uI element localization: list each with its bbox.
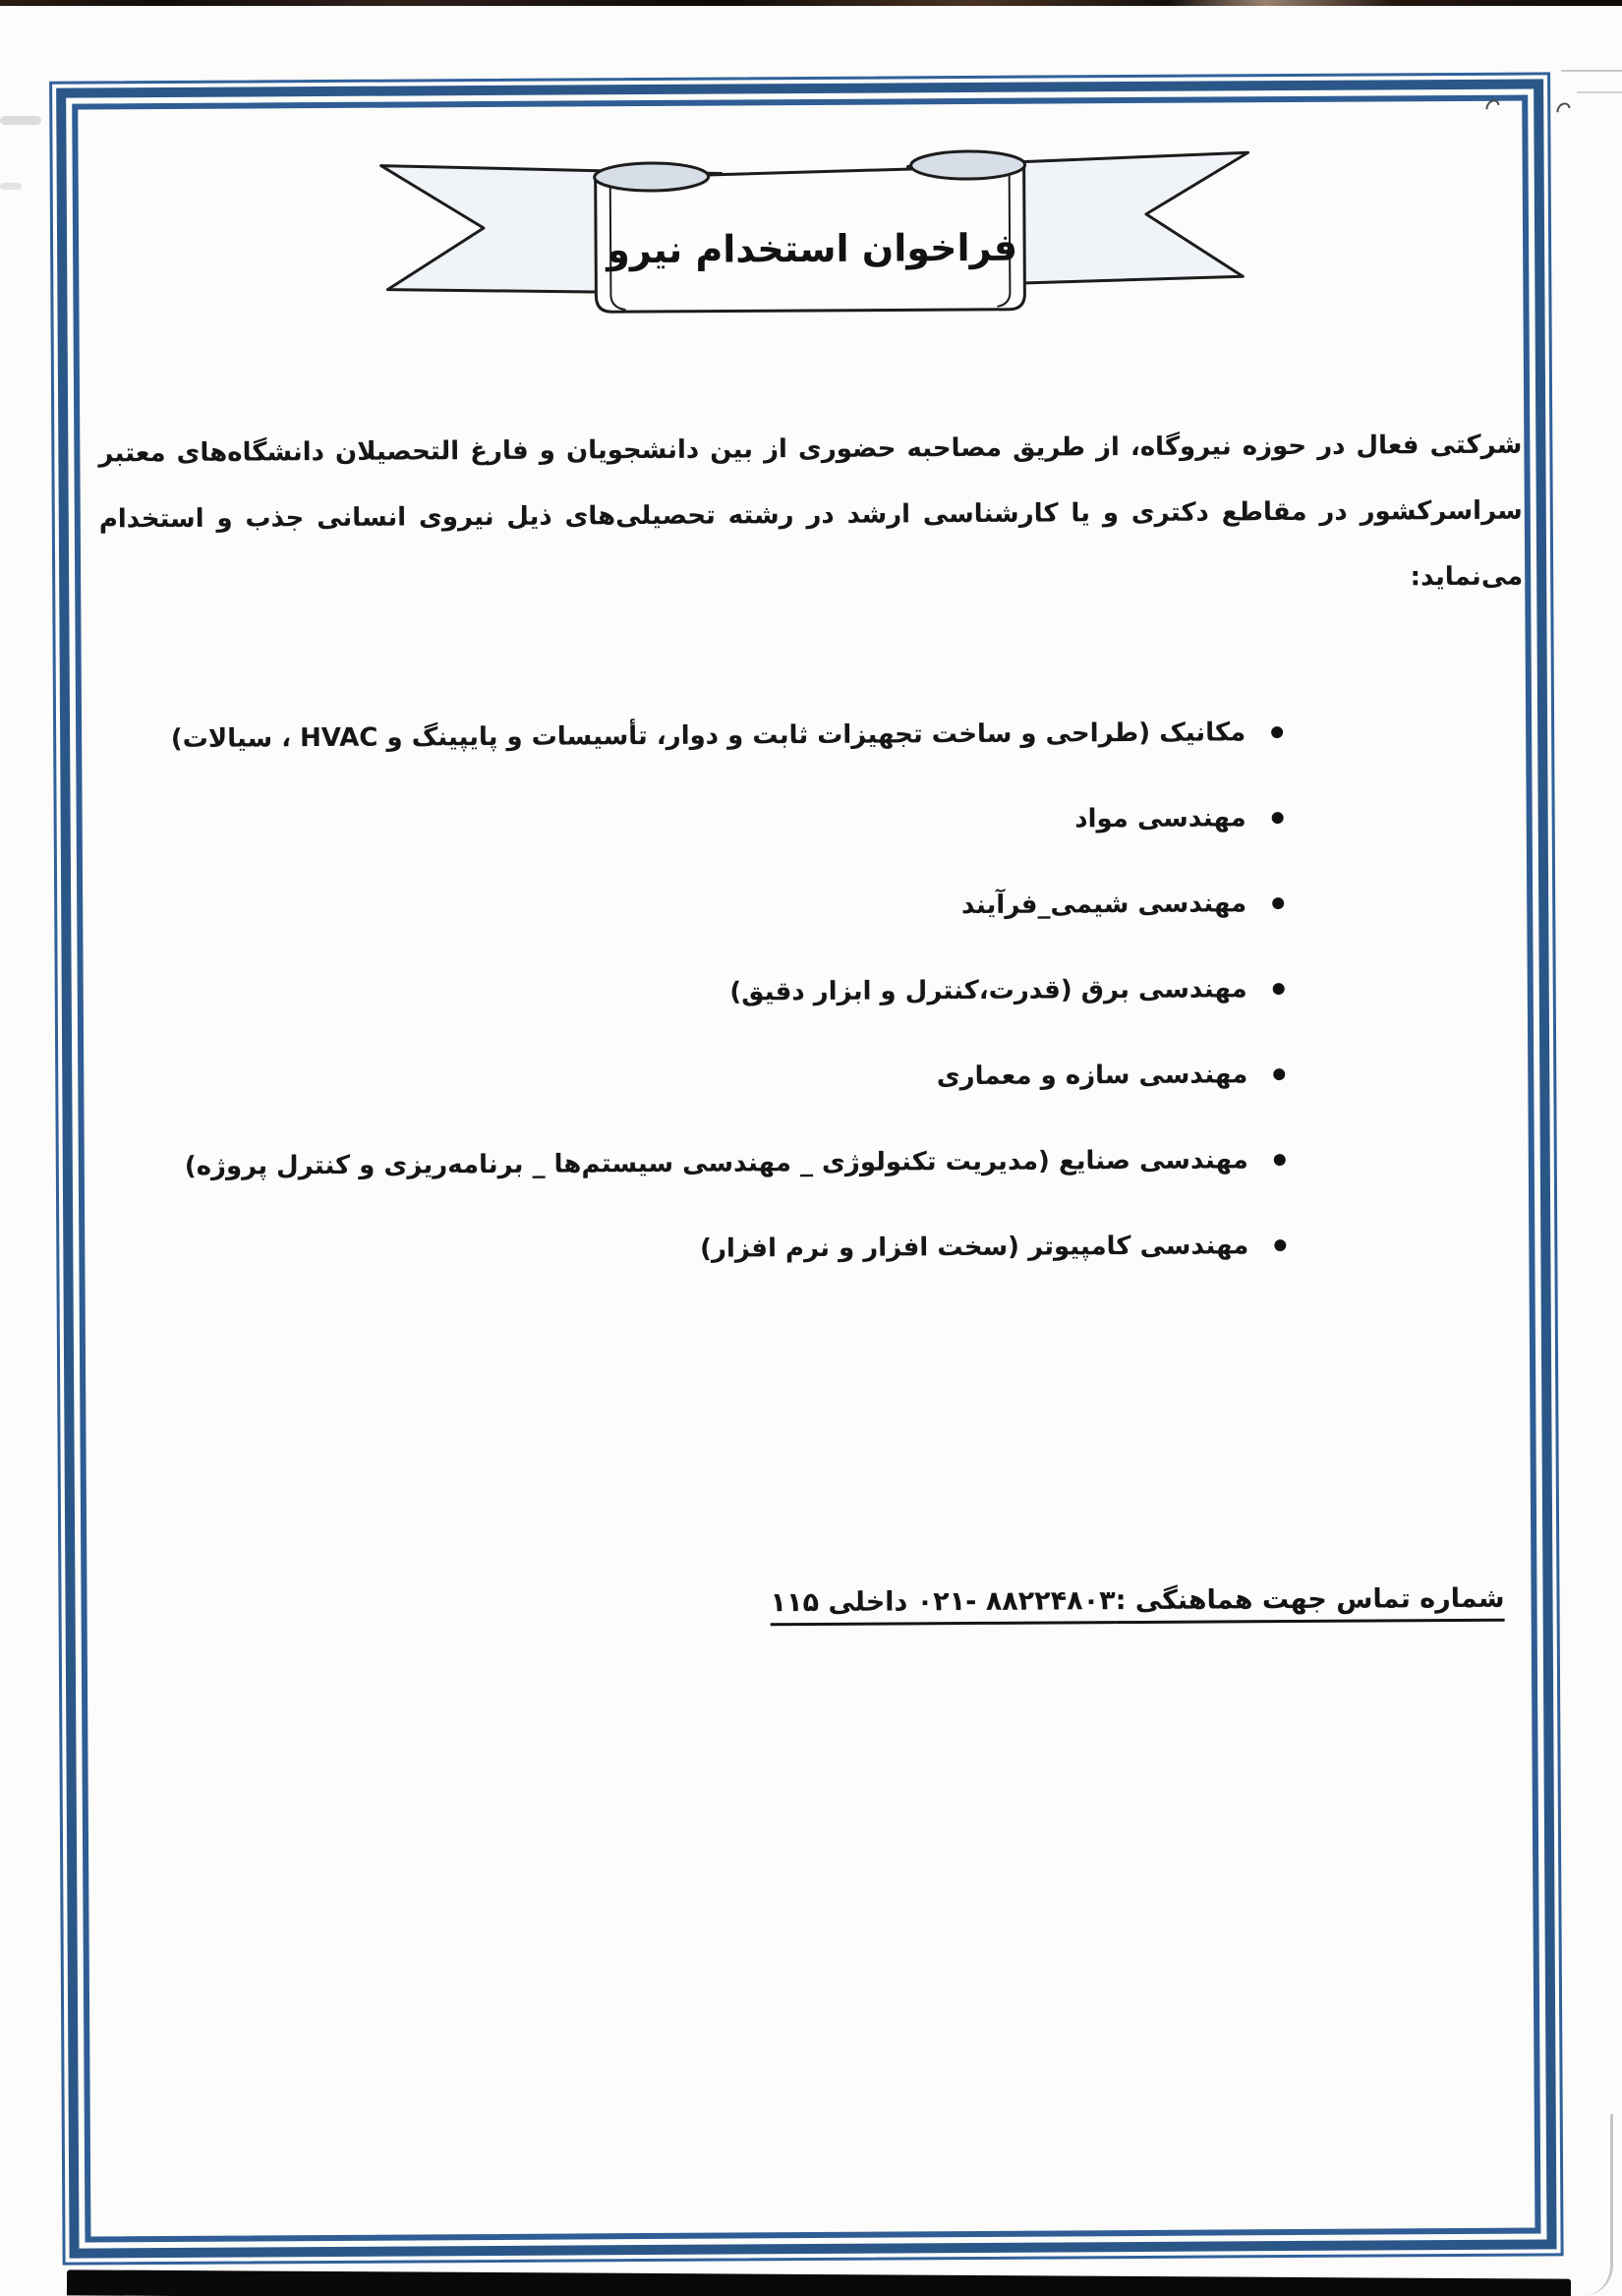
bullet-dot-icon xyxy=(1272,812,1284,824)
list-item-label: مکانیک (طراحی و ساخت تجهیزات ثابت و دوار، تأسیسات و پایپینگ و HVAC ، سیالات) xyxy=(170,717,1246,754)
ribbon-banner-graphic xyxy=(368,144,1263,322)
bullet-dot-icon xyxy=(1273,1068,1285,1080)
list-item-label: مهندسی مواد xyxy=(1074,802,1246,833)
intro-line-3: می‌نماید: xyxy=(1410,561,1524,593)
bullet-dot-icon xyxy=(1273,983,1285,995)
list-item-label: مهندسی سازه و معماری xyxy=(936,1059,1248,1091)
scan-smudge xyxy=(0,183,22,190)
list-item-label: مهندسی صنایع (مدیریت تکنولوژی _ مهندسی سیستم‌ها _ برنامه‌ریزی و کنترل پروژه) xyxy=(184,1144,1248,1181)
list-item-mechanical xyxy=(145,689,1284,781)
intro-line-2: سراسرکشور در مقاطع دکتری و یا کارشناسی ارشد در رشته تحصیلی‌های ذیل نیروی انسانی جذب و استخدام xyxy=(98,495,1523,535)
bullet-dot-icon xyxy=(1274,1154,1286,1166)
list-item-industrial xyxy=(147,1117,1287,1209)
list-item-label: مهندسی کامپیوتر (سخت افزار و نرم افزار) xyxy=(699,1230,1249,1264)
bullet-dot-icon xyxy=(1274,1239,1286,1251)
list-item-label: مهندسی شیمی_فرآیند xyxy=(960,888,1247,920)
scan-artifact-line xyxy=(1577,91,1622,93)
scroll-roll-left xyxy=(595,163,709,192)
list-item-computer xyxy=(147,1202,1287,1294)
scroll-roll-right xyxy=(911,151,1025,180)
list-item-structural-architecture xyxy=(146,1031,1286,1123)
intro-line-1: شرکتی فعال در حوزه نیروگاه، از طریق مصاحبه حضوری از بین دانشجویان و فارغ التحصیلان دانشگاه‌های معتبر xyxy=(98,430,1523,469)
scan-smudge xyxy=(0,116,41,125)
paper-edge-shadow xyxy=(1583,2114,1613,2296)
ribbon-banner xyxy=(368,144,1263,322)
bullet-dot-icon xyxy=(1271,726,1283,738)
intro-paragraph xyxy=(98,413,1523,619)
list-item-label: مهندسی برق (قدرت،کنترل و ابزار دقیق) xyxy=(729,973,1247,1007)
majors-list xyxy=(145,689,1287,1294)
banner-title: فراخوان استخدام نیرو xyxy=(607,225,1018,272)
list-item-electrical xyxy=(145,946,1285,1038)
scan-artifact-line xyxy=(1561,70,1622,72)
bullet-dot-icon xyxy=(1272,897,1284,909)
list-item-chemical-process xyxy=(145,860,1285,952)
contact-line: شماره تماس جهت هماهنگی :۸۸۲۲۴۸۰۳ -۰۲۱ داخلی ۱۱۵ xyxy=(770,1582,1505,1619)
list-item-materials xyxy=(145,775,1284,867)
